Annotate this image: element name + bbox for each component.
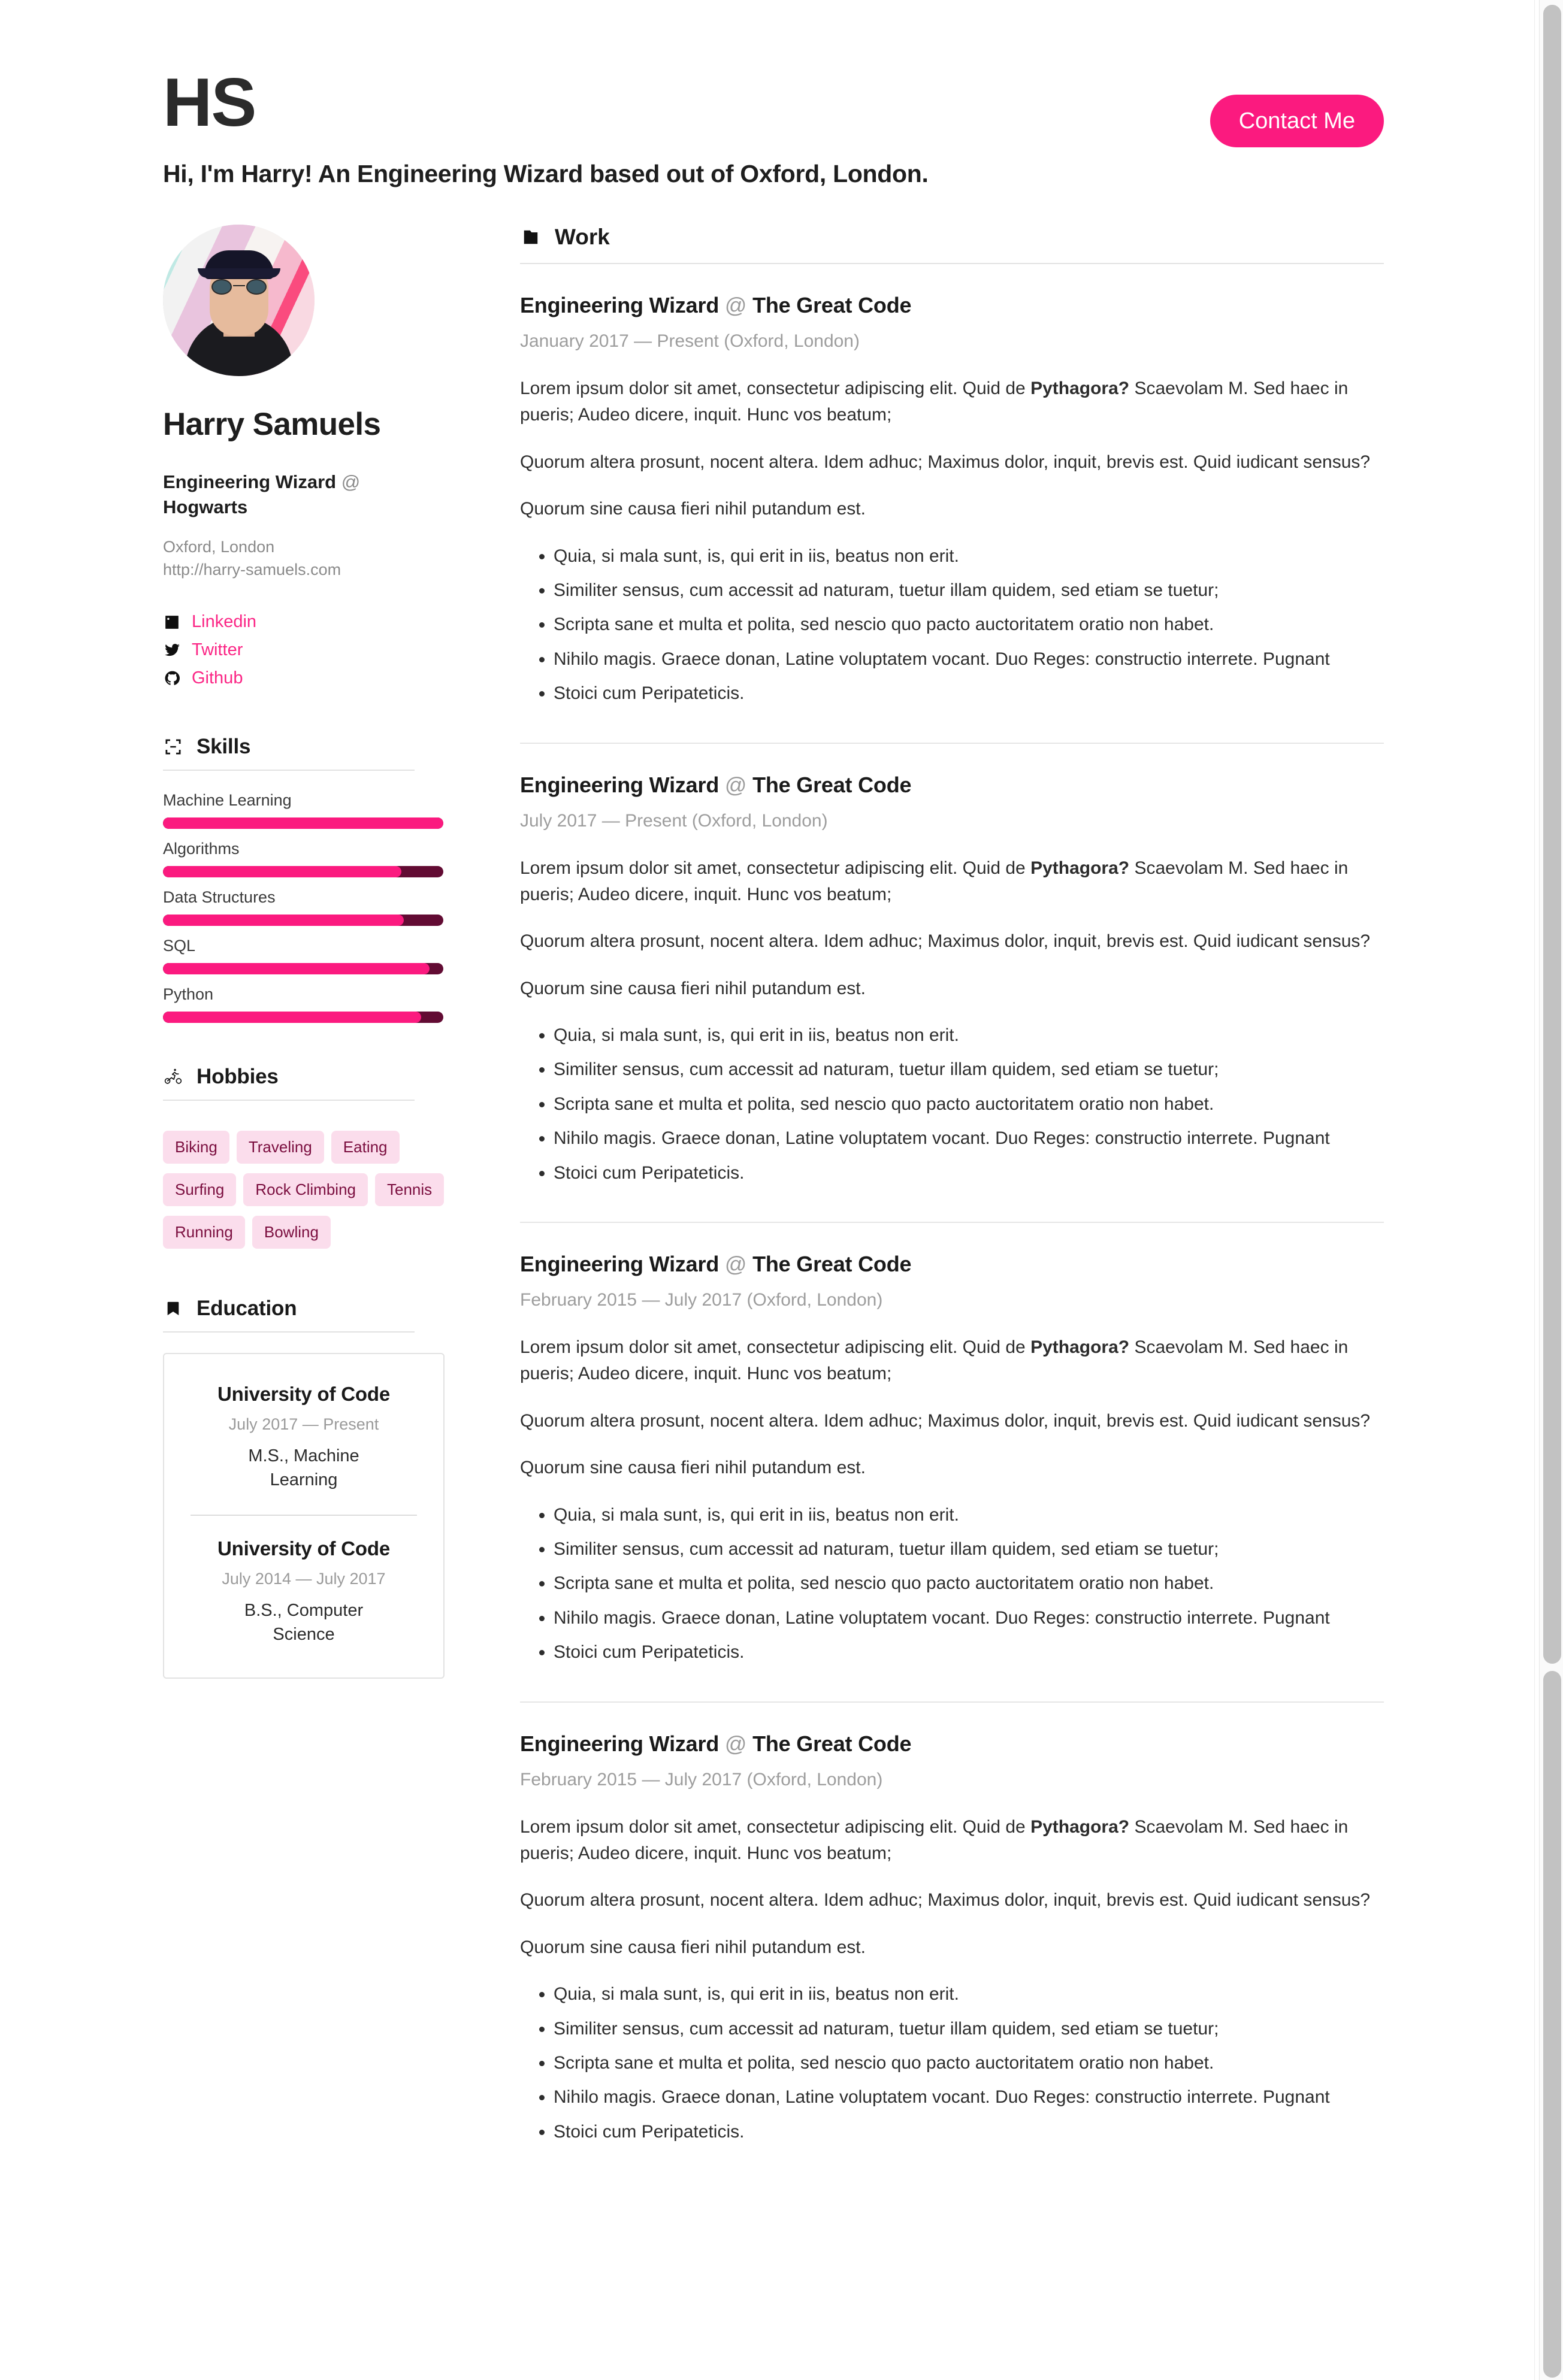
- skills-icon: [163, 737, 183, 757]
- at-symbol: @: [724, 1252, 747, 1277]
- page-scrollbar-track[interactable]: [1539, 0, 1563, 2380]
- work-item-title: [520, 1252, 1384, 1277]
- inner-scrollbar-track[interactable]: [1534, 0, 1539, 2380]
- at-symbol: @: [724, 293, 747, 317]
- work-item-paragraph: Quorum altera prosunt, nocent altera. Idem adhuc; Maximus dolor, inquit, brevis est. Quid iudicant sensus?: [520, 1410, 1371, 1431]
- work-item-bullet: • Similiter sensus, cum accessit ad naturam, tuetur illam quidem, sed etiam se tuetur;: [554, 1056, 1384, 1083]
- education-degree: M.S., Machine Learning: [248, 1446, 359, 1489]
- work-item: [520, 1222, 1384, 1701]
- skill-item: [163, 840, 415, 877]
- work-item-paragraph: Lorem ipsum dolor sit amet, consectetur adipiscing elit. Quid de Pythagora? Scaevolam M. Sed haec in pueris; Audeo dicere, inquit. Hunc vos beatum;: [520, 1816, 1349, 1863]
- site-header: [163, 0, 1384, 198]
- skill-bar-track: [163, 817, 443, 829]
- education-card: [163, 1353, 445, 1679]
- work-item-bullet: • Quia, si mala sunt, is, qui erit in iis, beatus non erit.: [554, 1981, 1384, 2007]
- skill-bar-track: [163, 1012, 443, 1023]
- education-item: [191, 1537, 417, 1646]
- skill-label: SQL: [163, 937, 196, 955]
- at-symbol: @: [341, 471, 361, 492]
- profile-website: http://harry-samuels.com: [163, 561, 341, 579]
- work-item-bullet: • Quia, si mala sunt, is, qui erit in iis, beatus non erit.: [554, 1022, 1384, 1049]
- hobbies-title: Hobbies: [196, 1065, 279, 1089]
- hobbies-list: [163, 1121, 445, 1249]
- avatar-cap-brim: [198, 268, 280, 278]
- work-section-header: [520, 225, 1384, 264]
- work-title: Work: [555, 225, 610, 249]
- bookmark-icon: [163, 1298, 183, 1319]
- sidebar: [163, 225, 445, 1679]
- social-label: Github: [192, 668, 243, 688]
- work-list: [520, 293, 1384, 2181]
- work-item-paragraph: Quorum altera prosunt, nocent altera. Idem adhuc; Maximus dolor, inquit, brevis est. Quid iudicant sensus?: [520, 452, 1371, 472]
- skill-label: Machine Learning: [163, 791, 292, 810]
- skill-bar-fill: [163, 963, 430, 974]
- work-item-bullets: [520, 1502, 1384, 1666]
- skill-item: [163, 791, 415, 829]
- work-item-bullet: • Nihilo magis. Graece donan, Latine voluptatem vocant. Duo Reges: constructio interrete. Pugnant: [554, 1605, 1384, 1631]
- work-item-bullets: [520, 543, 1384, 707]
- education-dates: July 2014 — July 2017: [222, 1570, 386, 1588]
- work-item-paragraph: Quorum sine causa fieri nihil putandum est.: [520, 978, 866, 998]
- profile-name: Harry Samuels: [163, 407, 381, 442]
- content-container: [163, 0, 1384, 2181]
- profile-role-company: Hogwarts: [163, 496, 248, 517]
- skill-bar-fill: [163, 817, 443, 829]
- skill-bar-fill: [163, 866, 401, 877]
- work-item-bullet: • Scripta sane et multa et polita, sed nescio quo pacto auctoritatem oratio non habet.: [554, 1091, 1384, 1118]
- work-item-paragraph: Lorem ipsum dolor sit amet, consectetur adipiscing elit. Quid de Pythagora? Scaevolam M. Sed haec in pueris; Audeo dicere, inquit. Hunc vos beatum;: [520, 379, 1349, 425]
- work-item-paragraph: Quorum altera prosunt, nocent altera. Idem adhuc; Maximus dolor, inquit, brevis est. Quid iudicant sensus?: [520, 1890, 1371, 1910]
- social-label: Twitter: [192, 640, 243, 660]
- emphasis-text: Pythagora?: [1030, 858, 1130, 878]
- profile-role-title: Engineering Wizard: [163, 471, 337, 492]
- education-section-header: [163, 1297, 415, 1333]
- page-tagline: Hi, I'm Harry! An Engineering Wizard based out of Oxford, London.: [163, 160, 929, 187]
- hobby-tag: Biking: [163, 1131, 229, 1164]
- work-item-role: Engineering Wizard: [520, 1731, 725, 1756]
- hobby-tag: Rock Climbing: [243, 1173, 368, 1206]
- work-item-title: [520, 1731, 1384, 1757]
- work-item-company: The Great Code: [746, 293, 912, 317]
- work-item-bullets: [520, 1981, 1384, 2145]
- work-item-bullet: • Quia, si mala sunt, is, qui erit in iis, beatus non erit.: [554, 1502, 1384, 1528]
- work-item-bullets: [520, 1022, 1384, 1186]
- work-column: [445, 225, 1384, 2181]
- sunglasses-icon: [210, 279, 268, 295]
- page-scrollbar-thumb[interactable]: [1543, 5, 1561, 1664]
- work-item-bullet: • Nihilo magis. Graece donan, Latine voluptatem vocant. Duo Reges: constructio interrete. Pugnant: [554, 646, 1384, 673]
- work-item: [520, 743, 1384, 1222]
- work-item-dates: February 2015 — July 2017 (Oxford, London): [520, 1769, 883, 1789]
- social-links: [163, 612, 415, 688]
- bicycle-icon: [163, 1067, 183, 1087]
- education-degree: B.S., Computer Science: [244, 1601, 364, 1644]
- profile-meta: [163, 535, 415, 582]
- hobby-tag: Surfing: [163, 1173, 236, 1206]
- work-item-dates: July 2017 — Present (Oxford, London): [520, 810, 828, 831]
- education-title: Education: [196, 1297, 297, 1321]
- at-symbol: @: [724, 1731, 747, 1756]
- at-symbol: @: [724, 772, 747, 797]
- work-item-dates: February 2015 — July 2017 (Oxford, London): [520, 1290, 883, 1310]
- hobby-tag: Traveling: [237, 1131, 324, 1164]
- work-item-bullet: • Stoici cum Peripateticis.: [554, 680, 1384, 707]
- work-item-bullet: • Similiter sensus, cum accessit ad naturam, tuetur illam quidem, sed etiam se tuetur;: [554, 1536, 1384, 1563]
- education-school: University of Code: [217, 1383, 390, 1406]
- work-item-role: Engineering Wizard: [520, 1252, 725, 1277]
- skill-bar-fill: [163, 1012, 421, 1023]
- skills-title: Skills: [196, 735, 251, 759]
- emphasis-text: Pythagora?: [1030, 1337, 1130, 1358]
- work-item-bullet: • Similiter sensus, cum accessit ad naturam, tuetur illam quidem, sed etiam se tuetur;: [554, 577, 1384, 604]
- education-dates: July 2017 — Present: [228, 1415, 379, 1434]
- folder-icon: [520, 226, 542, 248]
- skill-label: Data Structures: [163, 888, 276, 907]
- hobby-tag: Running: [163, 1216, 245, 1249]
- work-item-paragraph: Quorum sine causa fieri nihil putandum est.: [520, 1458, 866, 1478]
- skill-item: [163, 937, 415, 974]
- skill-bar-track: [163, 963, 443, 974]
- emphasis-text: Pythagora?: [1030, 1816, 1130, 1837]
- work-item: [520, 1701, 1384, 2181]
- work-item-title: [520, 773, 1384, 798]
- education-item: [191, 1383, 417, 1492]
- work-item-company: The Great Code: [746, 1731, 912, 1756]
- social-label: Linkedin: [192, 612, 257, 632]
- work-item: [520, 293, 1384, 743]
- hobby-tag: Bowling: [252, 1216, 331, 1249]
- work-item-paragraph: Lorem ipsum dolor sit amet, consectetur adipiscing elit. Quid de Pythagora? Scaevolam M. Sed haec in pueris; Audeo dicere, inquit. Hunc vos beatum;: [520, 858, 1349, 904]
- work-item-bullet: • Scripta sane et multa et polita, sed nescio quo pacto auctoritatem oratio non habet.: [554, 1570, 1384, 1597]
- twitter-icon: [163, 641, 181, 659]
- social-link-github[interactable]: [163, 668, 415, 688]
- work-item-paragraph: Quorum sine causa fieri nihil putandum est.: [520, 1937, 866, 1957]
- linkedin-icon: [163, 613, 181, 631]
- social-link-twitter[interactable]: [163, 640, 415, 660]
- work-item-role: Engineering Wizard: [520, 293, 725, 317]
- profile-role: [163, 470, 415, 520]
- work-item-bullet: • Stoici cum Peripateticis.: [554, 1639, 1384, 1666]
- skill-label: Algorithms: [163, 840, 240, 858]
- page-scrollbar-thumb-secondary[interactable]: [1543, 1671, 1561, 2378]
- work-item-paragraph: Lorem ipsum dolor sit amet, consectetur adipiscing elit. Quid de Pythagora? Scaevolam M. Sed haec in pueris; Audeo dicere, inquit. Hunc vos beatum;: [520, 1337, 1349, 1384]
- work-item-dates: January 2017 — Present (Oxford, London): [520, 331, 860, 351]
- education-divider: [191, 1515, 417, 1516]
- skill-item: [163, 985, 415, 1023]
- work-item-bullet: • Stoici cum Peripateticis.: [554, 1160, 1384, 1186]
- main-columns: [163, 198, 1384, 2181]
- skill-bar-fill: [163, 915, 404, 926]
- skill-label: Python: [163, 985, 214, 1004]
- work-item-bullet: • Nihilo magis. Graece donan, Latine voluptatem vocant. Duo Reges: constructio interrete. Pugnant: [554, 2084, 1384, 2110]
- emphasis-text: Pythagora?: [1030, 379, 1130, 398]
- profile-location: Oxford, London: [163, 537, 275, 556]
- work-item-bullet: • Scripta sane et multa et polita, sed nescio quo pacto auctoritatem oratio non habet.: [554, 611, 1384, 638]
- github-icon: [163, 670, 181, 688]
- work-item-role: Engineering Wizard: [520, 772, 725, 797]
- brand-initials: HS: [163, 65, 256, 141]
- work-item-title: [520, 293, 1384, 318]
- work-item-bullet: • Stoici cum Peripateticis.: [554, 2119, 1384, 2145]
- skill-bar-track: [163, 866, 443, 877]
- work-item-bullet: • Scripta sane et multa et polita, sed nescio quo pacto auctoritatem oratio non habet.: [554, 2050, 1384, 2076]
- hobbies-section-header: [163, 1065, 415, 1101]
- social-link-linkedin[interactable]: [163, 612, 415, 632]
- skills-section-header: [163, 735, 415, 771]
- work-item-bullet: • Similiter sensus, cum accessit ad naturam, tuetur illam quidem, sed etiam se tuetur;: [554, 2016, 1384, 2042]
- skill-bar-track: [163, 915, 443, 926]
- work-item-paragraph: Quorum altera prosunt, nocent altera. Idem adhuc; Maximus dolor, inquit, brevis est. Quid iudicant sensus?: [520, 931, 1371, 952]
- hobby-tag: Eating: [331, 1131, 400, 1164]
- avatar: [163, 225, 315, 376]
- skills-list: [163, 791, 415, 1023]
- contact-me-button[interactable]: Contact Me: [1210, 95, 1384, 147]
- work-item-bullet: • Nihilo magis. Graece donan, Latine voluptatem vocant. Duo Reges: constructio interrete. Pugnant: [554, 1125, 1384, 1152]
- hobby-tag: Tennis: [375, 1173, 444, 1206]
- education-school: University of Code: [217, 1537, 390, 1560]
- work-item-company: The Great Code: [746, 1252, 912, 1277]
- work-item-paragraph: Quorum sine causa fieri nihil putandum est.: [520, 499, 866, 519]
- skill-item: [163, 888, 415, 926]
- work-item-bullet: • Quia, si mala sunt, is, qui erit in iis, beatus non erit.: [554, 543, 1384, 570]
- work-item-company: The Great Code: [746, 772, 912, 797]
